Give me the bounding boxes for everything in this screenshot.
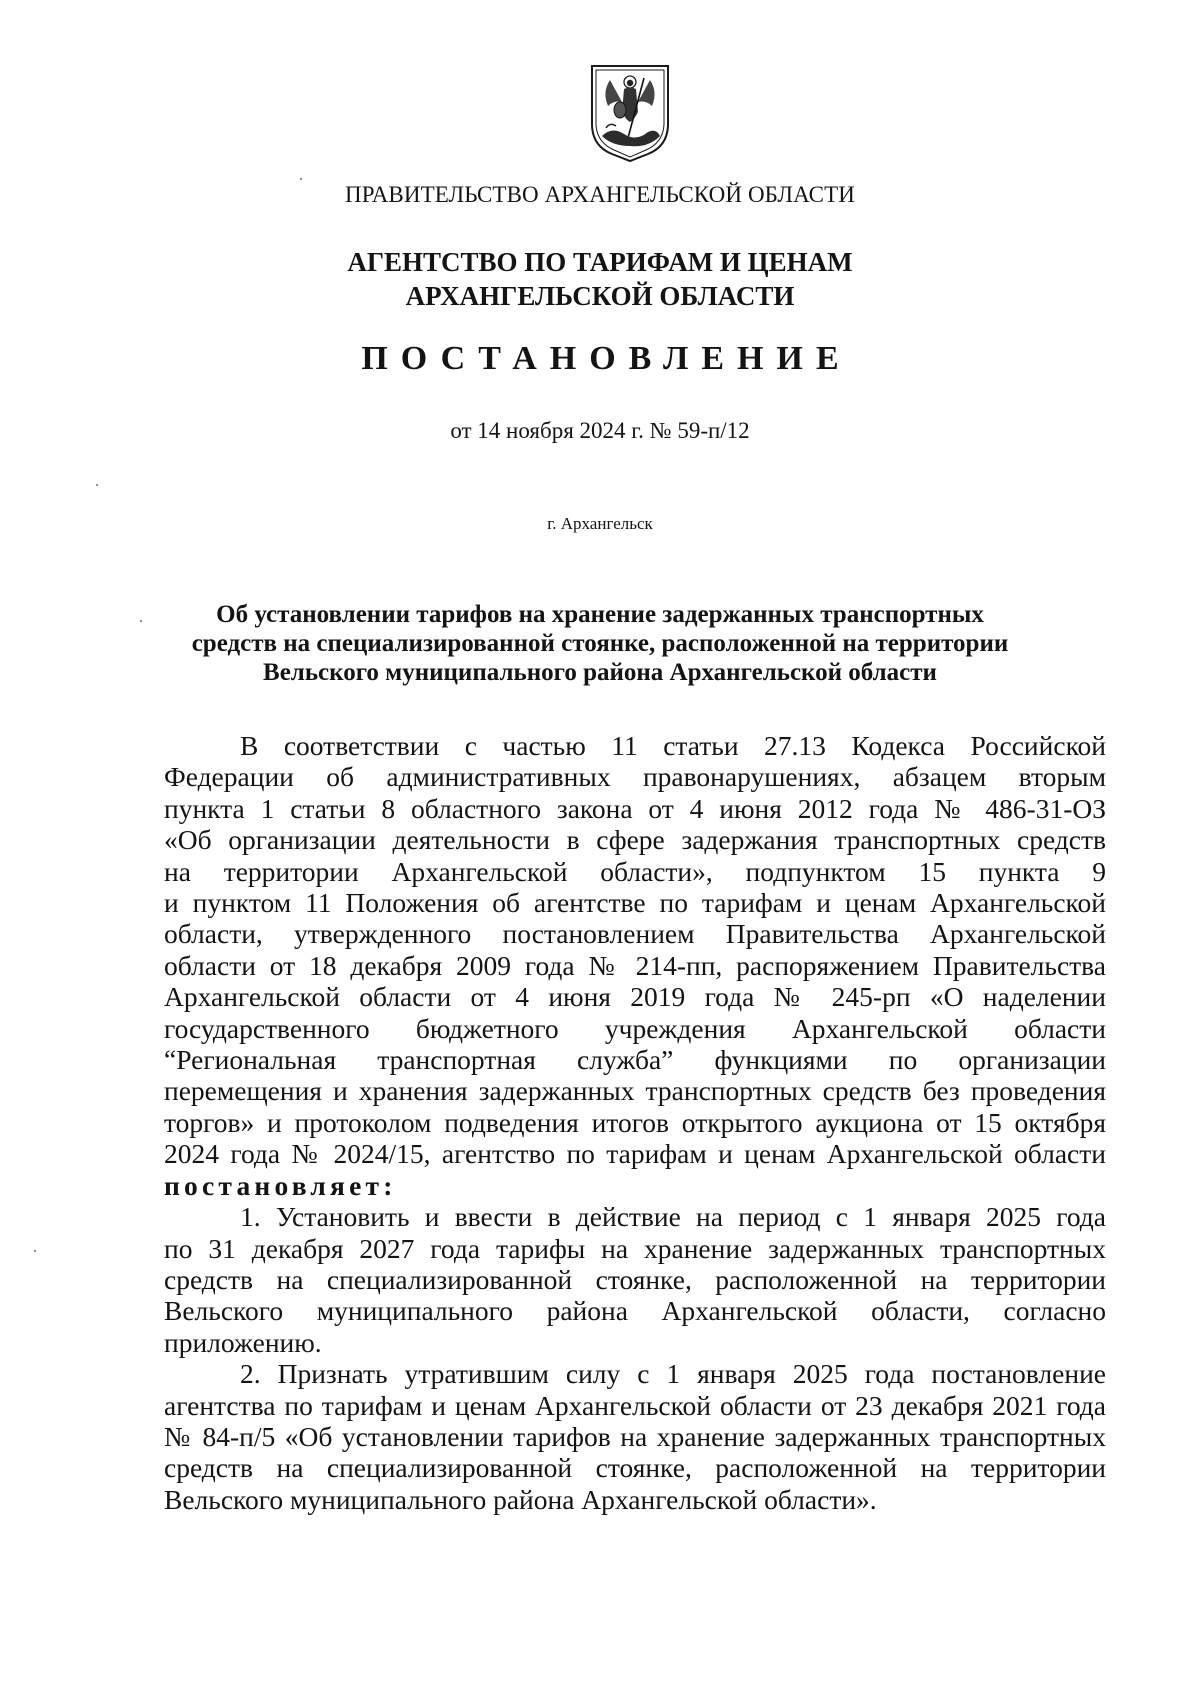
emblem-shield-icon bbox=[588, 62, 672, 164]
item-line: агентства по тарифам и ценам Архангельской области от 23 декабря 2021 года bbox=[164, 1389, 1106, 1421]
item-1 bbox=[164, 1201, 1106, 1358]
preamble-line: области от 18 декабря 2009 года № 214-пп, распоряжением Правительства bbox=[164, 949, 1106, 981]
document-type: ПОСТАНОВЛЕНИЕ bbox=[361, 340, 852, 377]
item-line: 2. Признать утратившим силу с 1 января 2025 года постановление bbox=[240, 1358, 1106, 1390]
scan-speck bbox=[96, 484, 98, 486]
item-line: по 31 декабря 2027 года тарифы на хранение задержанных транспортных bbox=[164, 1232, 1106, 1264]
preamble-line: на территории Архангельской области», подпунктом 15 пункта 9 bbox=[164, 855, 1106, 887]
agency-name-line-1: АГЕНТСТВО ПО ТАРИФАМ И ЦЕНАМ bbox=[347, 247, 853, 277]
preamble-line: и пунктом 11 Положения об агентстве по тарифам и ценам Архангельской bbox=[164, 887, 1106, 919]
agency-name bbox=[0, 245, 1200, 313]
document-city: г. Архангельск bbox=[547, 514, 653, 533]
document-date-number: от 14 ноября 2024 г. № 59-п/12 bbox=[450, 418, 750, 443]
item-line: Вельского муниципального района Архангельской области». bbox=[164, 1483, 877, 1515]
document-title-line-2: средств на специализированной стоянке, расположенной на территории bbox=[191, 630, 1009, 657]
item-line: приложению. bbox=[164, 1326, 322, 1358]
scan-speck bbox=[34, 1250, 36, 1252]
preamble-line: торгов» и протоколом подведения итогов открытого аукциона от 15 октября bbox=[164, 1106, 1106, 1138]
item-line: средств на специализированной стоянке, расположенной на территории bbox=[164, 1263, 1106, 1295]
item-line: 1. Установить и ввести в действие на период с 1 января 2025 года bbox=[240, 1201, 1106, 1233]
preamble-line: 2024 года № 2024/15, агентство по тарифам и ценам Архангельской области bbox=[164, 1138, 1106, 1170]
item-line: Вельского муниципального района Архангельской области, согласно bbox=[164, 1295, 1106, 1327]
document-title bbox=[0, 600, 1200, 687]
scan-speck bbox=[140, 620, 142, 622]
document-body bbox=[164, 730, 1106, 1515]
coat-of-arms-emblem bbox=[588, 62, 672, 164]
government-name: ПРАВИТЕЛЬСТВО АРХАНГЕЛЬСКОЙ ОБЛАСТИ bbox=[345, 182, 855, 207]
document-title-line-3: Вельского муниципального района Архангельской области bbox=[263, 659, 937, 686]
resolves-word: постановляет: bbox=[164, 1169, 397, 1201]
item-2 bbox=[164, 1358, 1106, 1515]
scan-speck bbox=[300, 178, 302, 180]
preamble bbox=[164, 730, 1106, 1201]
preamble-line: пункта 1 статьи 8 областного закона от 4 июня 2012 года № 486-31-ОЗ bbox=[164, 792, 1106, 824]
preamble-line: «Об организации деятельности в сфере задержания транспортных средств bbox=[164, 824, 1106, 856]
preamble-line: государственного бюджетного учреждения Архангельской области bbox=[164, 1012, 1106, 1044]
item-line: № 84-п/5 «Об установлении тарифов на хранение задержанных транспортных bbox=[164, 1420, 1106, 1452]
preamble-line: перемещения и хранения задержанных транспортных средств без проведения bbox=[164, 1075, 1106, 1107]
preamble-line: Архангельской области от 4 июня 2019 года № 245-рп «О наделении bbox=[164, 981, 1106, 1013]
preamble-line: В соответствии с частью 11 статьи 27.13 Кодекса Российской bbox=[240, 730, 1106, 761]
preamble-line: “Региональная транспортная служба” функциями по организации bbox=[164, 1044, 1106, 1076]
document-title-line-1: Об установлении тарифов на хранение задержанных транспортных bbox=[216, 601, 984, 628]
preamble-line: области, утвержденного постановлением Правительства Архангельской bbox=[164, 918, 1106, 950]
item-line: средств на специализированной стоянке, расположенной на территории bbox=[164, 1452, 1106, 1484]
preamble-line: Федерации об административных правонарушениях, абзацем вторым bbox=[164, 761, 1106, 793]
agency-name-line-2: АРХАНГЕЛЬСКОЙ ОБЛАСТИ bbox=[405, 281, 795, 311]
